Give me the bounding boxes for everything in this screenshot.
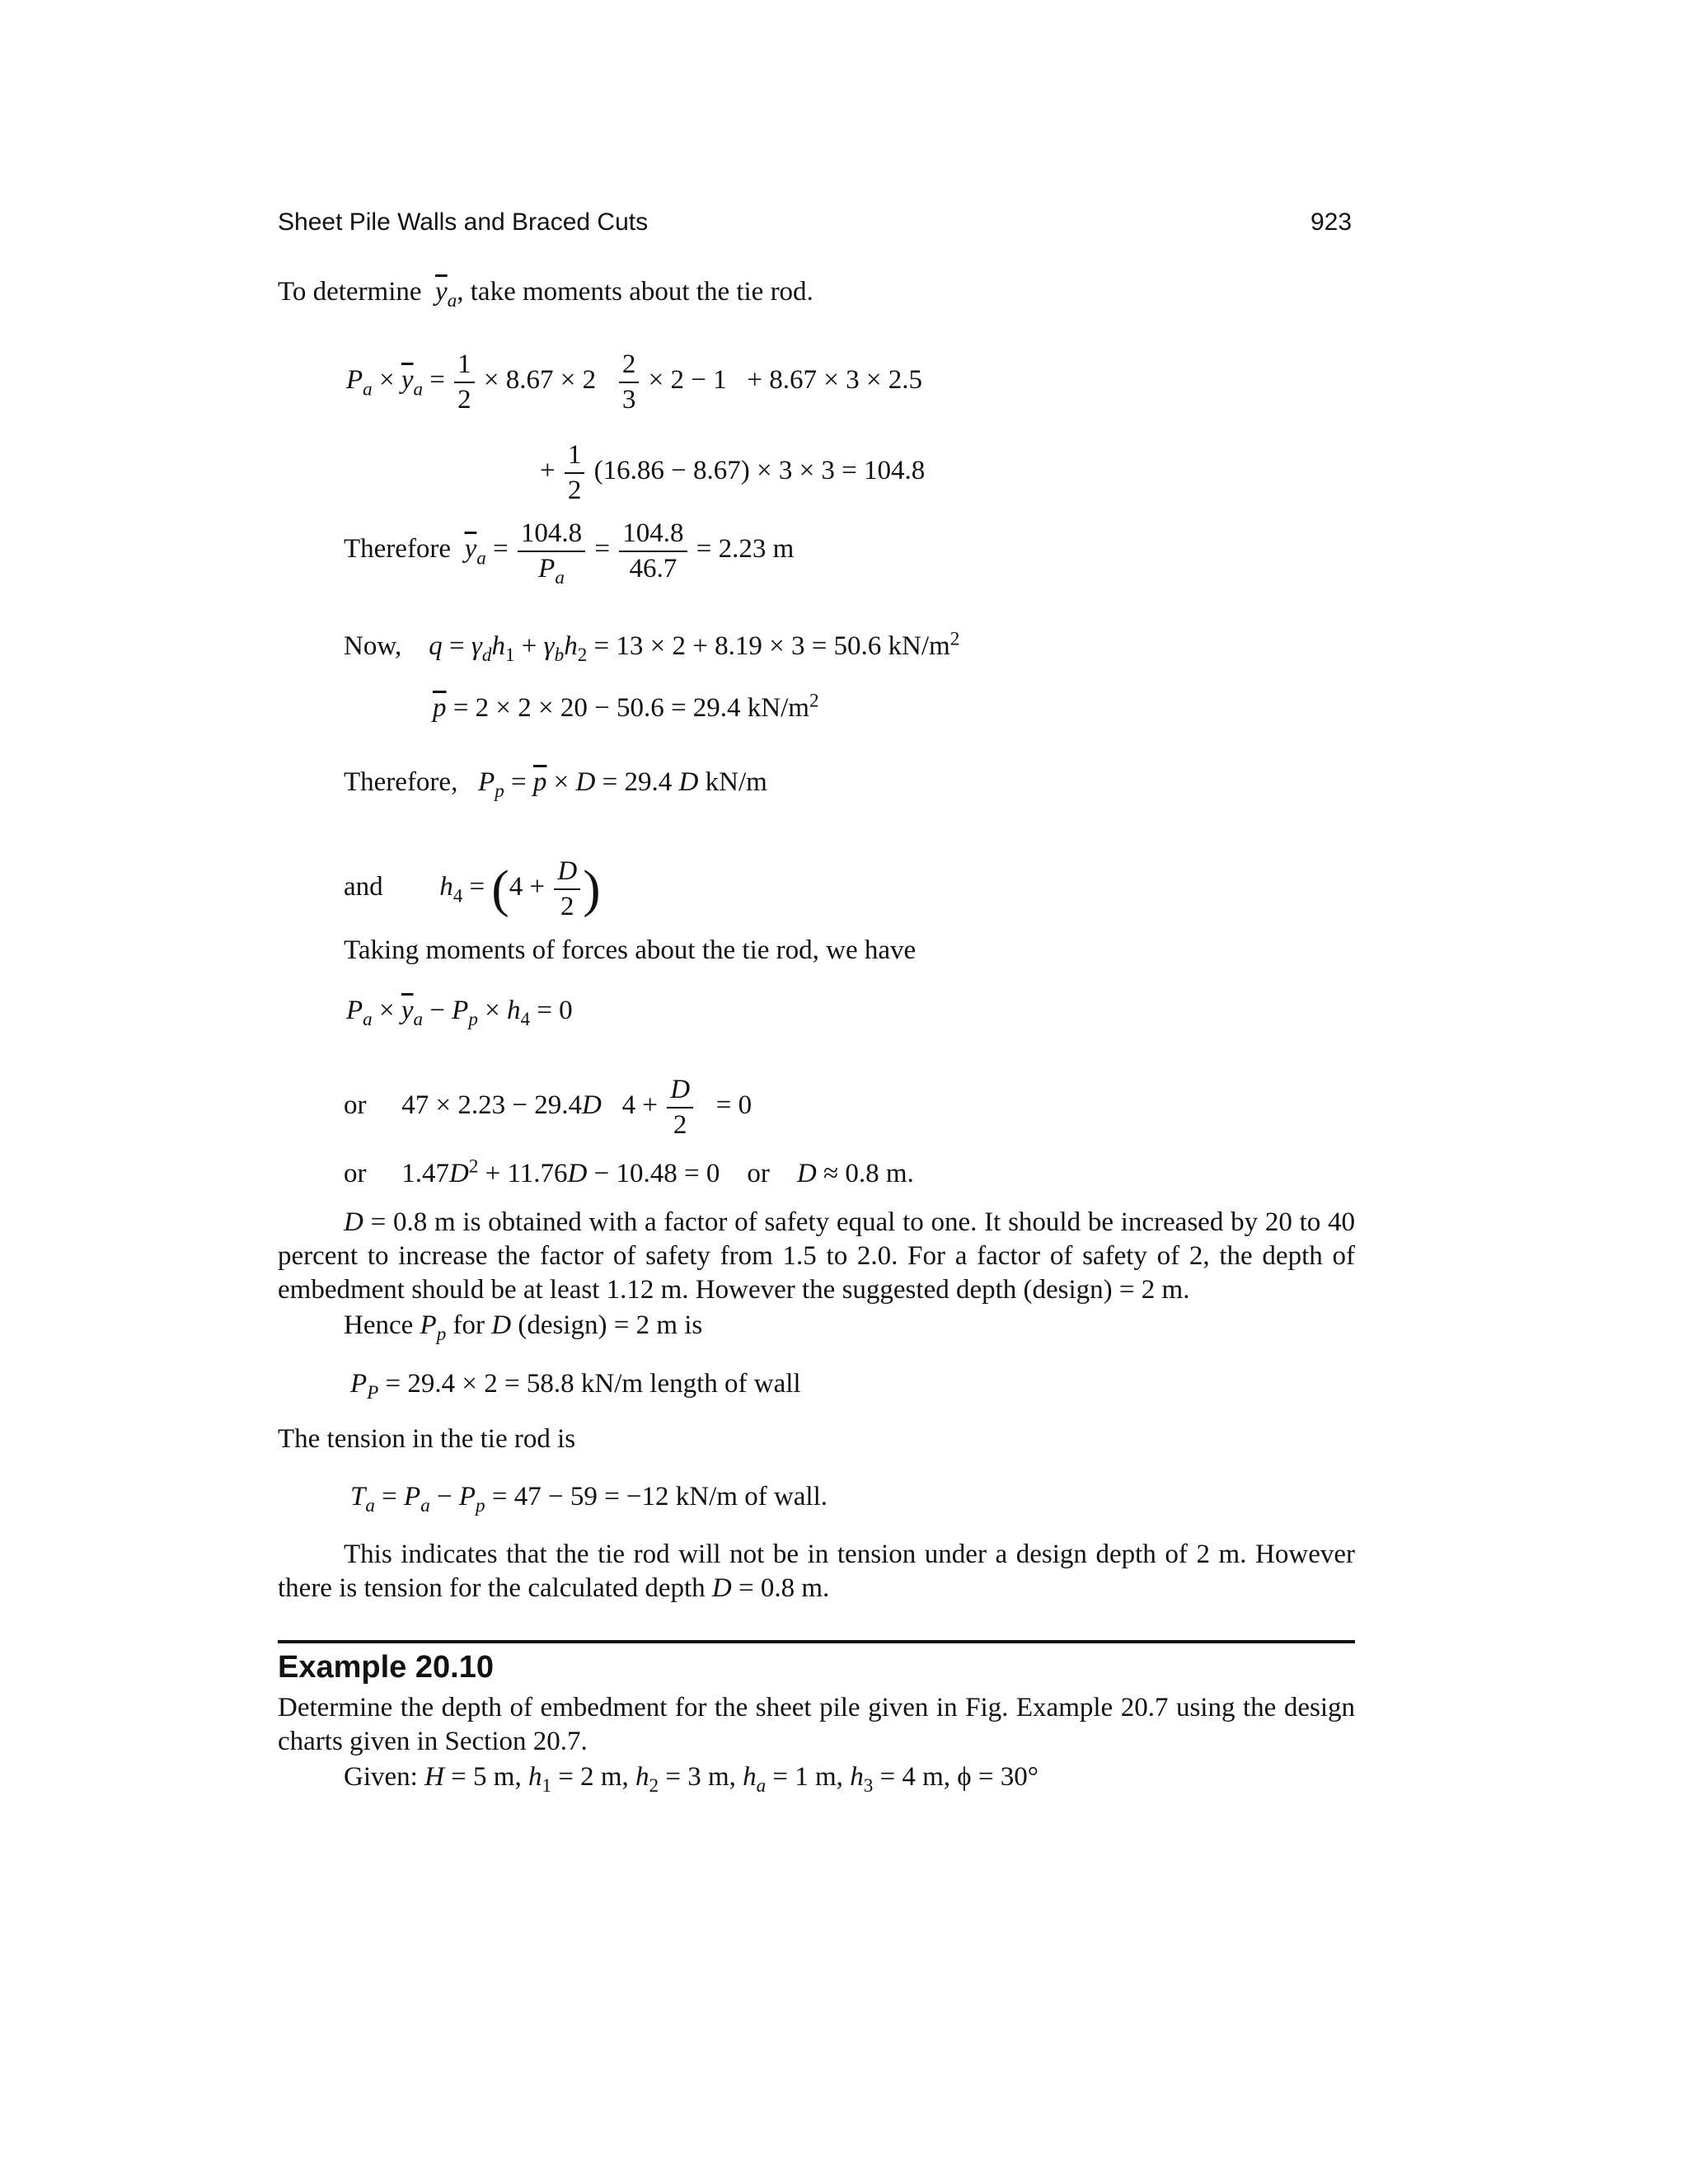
pp-value-text: = 29.4 × 2 = 58.8 kN/m length of wall — [385, 1369, 801, 1399]
equation-depth-substituted: or 47 × 2.23 − 29.4D 4 + $\frac{D}{2}$ = 0 — [344, 1075, 753, 1140]
to-determine-text: To determine — [278, 277, 422, 307]
eq2-text: (16.86 − 8.67) × 3 × 3 = 104.8 — [593, 456, 926, 486]
equation-h4: and $h_4 = (4$ + $\frac{D}{2}$ ) — [344, 856, 601, 921]
equation-moment-continuation: + $\frac{1}{2}$ (16.86 − 8.67) × 3 × 3 = 104.8 — [540, 440, 926, 505]
eq10-part-a: 1.47 — [401, 1159, 449, 1188]
eq3-result: = 2.23 m — [696, 534, 795, 565]
equation-pbar: $\overline{p} = 2 \times 2 \times 20 - 50.6 = 29.4$ $kN/m^2$ — [433, 689, 819, 723]
eq3-denominator-2: 46.7 — [629, 553, 678, 583]
eq1-part-c: + 8.67 × 3 × 2.5 — [747, 365, 922, 396]
indicates-text: This indicates that the tie rod will not be in tension under a design depth of 2 m. However there is tension for the calculated depth — [278, 1540, 1355, 1603]
example-given: Given: H = 5 m, $h_1 = 2$ m, $h_2 = 3$ m, $h_a = 1$ m, $h_3 = 4$ m, ϕ = 30° — [344, 1762, 1039, 1797]
tension-eq-text: = 47 − 59 = −12 kN/m of wall. — [491, 1482, 828, 1511]
safety-paragraph-text: = 0.8 m is obtained with a factor of safety equal to one. It should be increased by 20 to 40 percent to increase the factor of safety from 1.5 to 2.0. For a factor of safety of 2, the depth of embedment should be at least 1.12 m. However the suggested depth (design) = 2 m. — [278, 1207, 1356, 1305]
equation-quadratic: or $1.47D^2 + 11.76D - 10.48 = 0$ or D ≈ 0.8 m. — [344, 1155, 914, 1188]
ya-symbol: $\overline{y}_a$ — [435, 277, 457, 312]
given-label: Given: — [344, 1762, 418, 1792]
hence-line: Hence $P_p$ for D (design) = 2 m is — [344, 1310, 703, 1345]
example-body: Determine the depth of embedment for the sheet pile given in Fig. Example 20.7 using the design charts given in Section 20.7. — [278, 1693, 1355, 1756]
hence-text-a: Hence — [344, 1310, 414, 1340]
equation-q: Now, $q = \gamma_dh_1 + \gamma_bh_2 = 13 \times 2 + 8.19 \times 3 = 50.6$ $kN/m^2$ — [344, 627, 960, 666]
taking-moments-text: Taking moments of forces about the tie rod, we have — [344, 935, 917, 965]
example-title: Example 20.10 — [278, 1650, 494, 1685]
page-number: 923 — [1311, 209, 1353, 236]
section-divider — [278, 1640, 1355, 1643]
eq9-part-a: 47 × 2.23 − 29.4 — [401, 1090, 582, 1121]
therefore-label: Therefore — [344, 534, 452, 565]
running-title: Sheet Pile Walls and Braced Cuts — [278, 209, 649, 236]
equation-moment-active: $P_a \times \overline{y}_a$ = $\frac{1}{2}$ × 8.67 × 2 $\frac{2}{3}$ × 2 − 1 + 8.67 × 3 × 2.5 — [346, 349, 922, 415]
eq5-text: = 2 × 2 × 20 − 50.6 = 29.4 kN/m — [452, 693, 809, 723]
eq1-part-b: × 2 − 1 — [648, 365, 727, 396]
eq10-part-c: − 10.48 = 0 — [593, 1159, 720, 1188]
to-determine-line — [278, 277, 814, 312]
eq3-numerator: 104.8 — [518, 519, 585, 552]
given-h: = 5 m, — [451, 1762, 522, 1792]
tension-intro: The tension in the tie rod is — [278, 1424, 576, 1454]
eq4-text: = 13 × 2 + 8.19 × 3 = 50.6 kN/m — [593, 631, 950, 661]
eq3-numerator-2: 104.8 — [619, 519, 687, 552]
or-label-3: or — [747, 1159, 770, 1188]
equation-moment-balance: $P_a \times \overline{y}_a - P_p \times h_4 = 0$ — [346, 996, 573, 1030]
or-label-2: or — [344, 1159, 367, 1188]
eq6-text: = 29.4 — [602, 767, 673, 797]
equation-pp-value: $P_P = 29.4 \times 2 = 58.8$ kN/m length of wall — [350, 1369, 801, 1404]
and-label: and — [344, 872, 383, 902]
equation-pp: Therefore, $P_p = \overline{p} \times D = 29.4$ D kN/m — [344, 767, 767, 802]
eq10-part-b: + 11.76 — [485, 1159, 568, 1188]
eq1-part-a: × 8.67 × 2 — [483, 365, 597, 396]
eq9-part-b: = 0 — [715, 1090, 753, 1121]
equation-tension: $T_a = P_a - P_p = 47 - 59 = -12$ kN/m of wall. — [350, 1482, 828, 1516]
indicates-end-text: = 0.8 m. — [738, 1573, 830, 1603]
indicates-paragraph: This indicates that the tie rod will not be in tension under a design depth of 2 m. However there is tension for the calculated depth D = 0.8 m. — [278, 1540, 1355, 1603]
or-label-1: or — [344, 1090, 367, 1121]
eq6-unit: kN/m — [705, 767, 767, 797]
safety-paragraph: D = 0.8 m is obtained with a factor of safety equal to one. It should be increased by 20 to 40 percent to increase the factor of safety from 1.5 to 2.0. For a factor of safety of 2, the depth of embedment should be at least 1.12 m. However the suggested depth (design) = 2 m. — [278, 1207, 1356, 1305]
hence-text-b: for — [452, 1310, 485, 1340]
equation-ya: Therefore $\overline{y}_a$ = $\frac{104.8}{P_a}$ = $\frac{104.8}{46.7}$ = 2.23 m — [344, 518, 795, 588]
therefore-label-2: Therefore, — [344, 767, 458, 797]
eq10-part-d: 0.8 m. — [845, 1159, 914, 1188]
now-label: Now, — [344, 631, 402, 661]
take-moments-text: , take moments about the tie rod. — [457, 277, 814, 307]
eq8-text: = 0 — [537, 996, 573, 1025]
hence-text-c: (design) = 2 m is — [518, 1310, 703, 1340]
